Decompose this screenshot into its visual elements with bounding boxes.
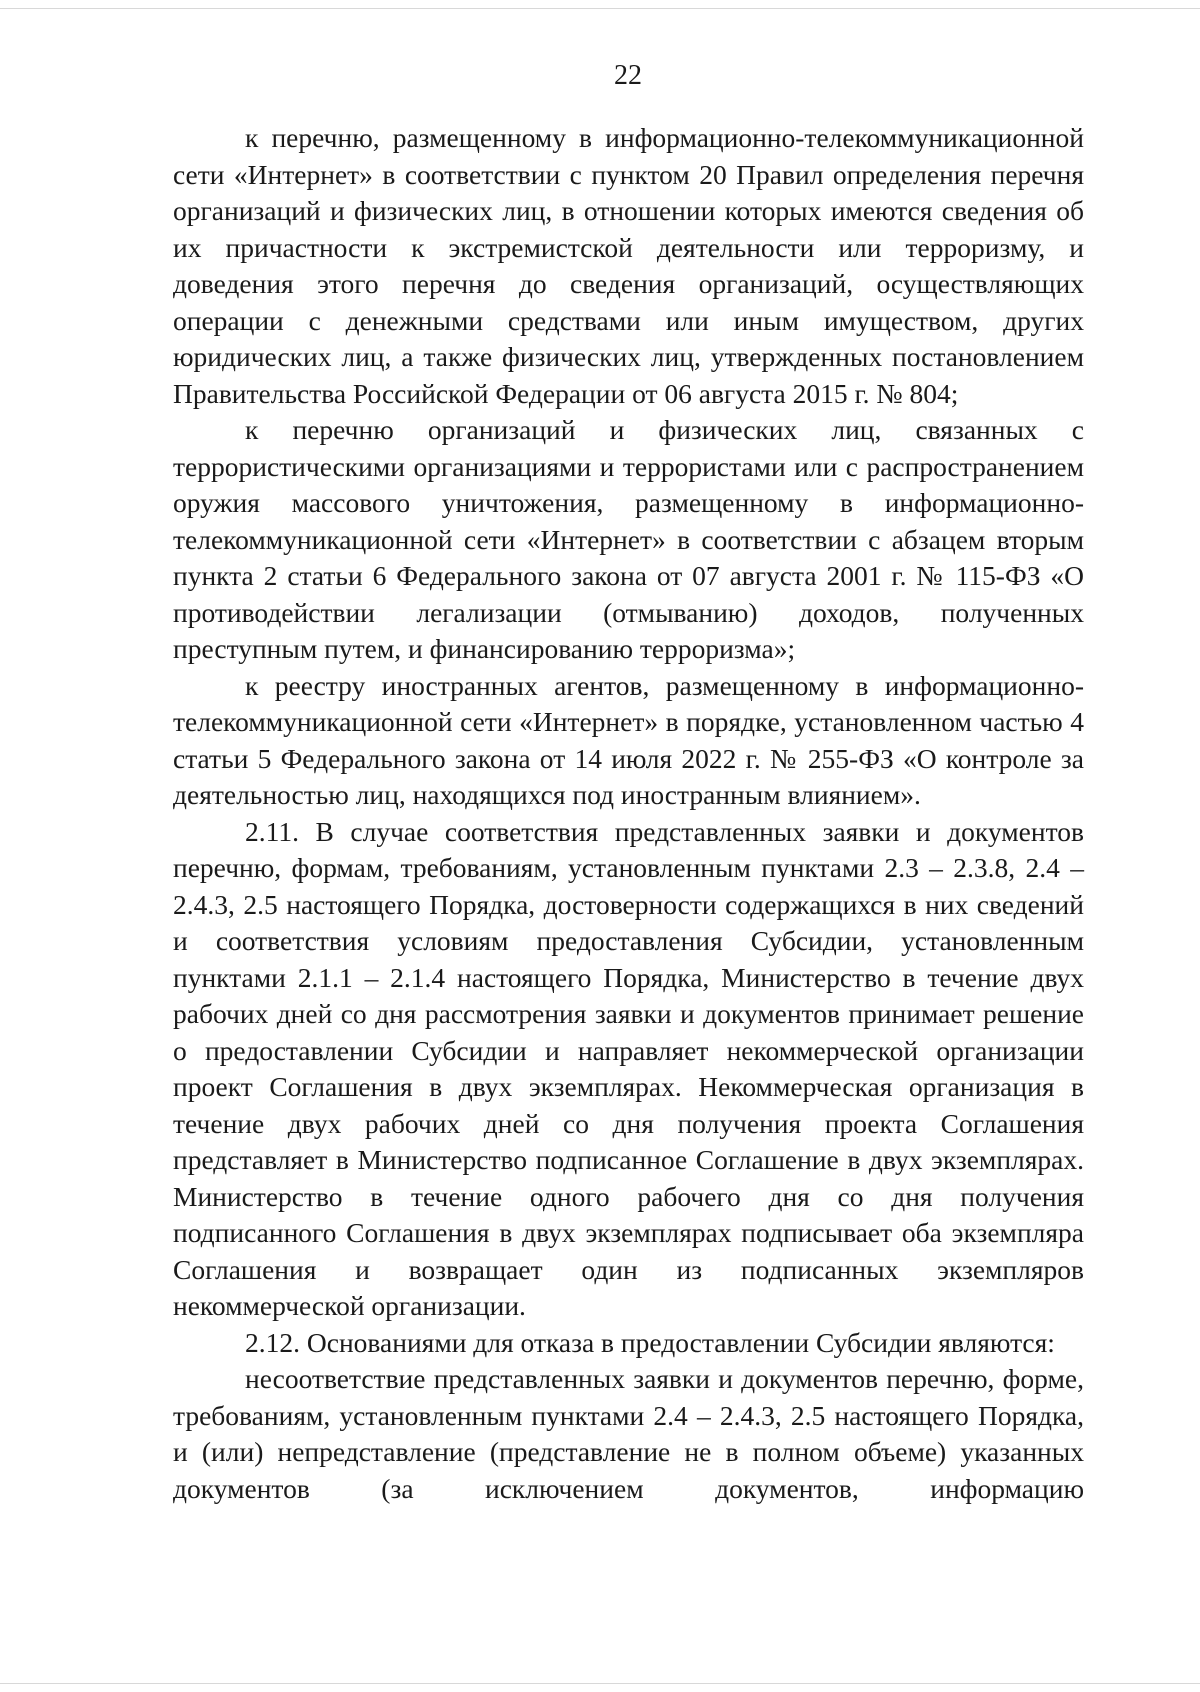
paragraph-clause-2-12: 2.12. Основаниями для отказа в предоставлении Субсидии являются: xyxy=(245,1326,1055,1358)
paragraph-terrorist-list: к перечню организаций и физических лиц, связанных с террористическими организациями и террористами или с распространением оружия массового уничтожения, размещенному в информационно-телекоммуникационной сети «Интернет» в соответствии с абзацем вторым пункта 2 статьи 6 Федерального закона от 07 августа 2001 г. № 115-ФЗ «О противодействии легализации (отмыванию) доходов, полученных преступным путем, и финансированию терроризма»; xyxy=(173,414,1084,664)
paragraph-foreign-extremist-list: к перечню, размещенному в информационно-телекоммуникационной сети «Интернет» в соответствии с пунктом 20 Правил определения перечня организаций и физических лиц, в отношении которых имеются сведения об их причастности к экстремистской деятельности или терроризму, и доведения этого перечня до сведения организаций, осуществляющих операции с денежными средствами или иным имуществом, других юридических лиц, а также физических лиц, утвержденных постановлением Правительства Российской Федерации от 06 августа 2015 г. № 804; xyxy=(173,122,1084,409)
page-number: 22 xyxy=(614,60,642,91)
paragraph-clause-2-11: 2.11. В случае соответствия представленных заявки и документов перечню, формам, требованиям, установленным пунктами 2.3 – 2.3.8, 2.4 – 2.4.3, 2.5 настоящего Порядка, достоверности содержащихся в них сведений и соответствия условиям предоставления Субсидии, установленным пунктами 2.1.1 – 2.1.4 настоящего Порядка, Министерство в течение двух рабочих дней со дня рассмотрения заявки и документов принимает решение о предоставлении Субсидии и направляет некоммерческой организации проект Соглашения в двух экземплярах. Некоммерческая организация в течение двух рабочих дней со дня получения проекта Соглашения представляет в Министерство подписанное Соглашение в двух экземплярах. Министерство в течение одного рабочего дня со дня получения подписанного Соглашения в двух экземплярах подписывает оба экземпляра Соглашения и возвращает один из подписанных экземпляров некоммерческой организации. xyxy=(173,815,1084,1321)
paragraph-refusal-grounds: несоответствие представленных заявки и документов перечню, форме, требованиям, установленным пунктами 2.4 – 2.4.3, 2.5 настоящего Порядка, и (или) непредставление (представление не в полном объеме) указанных документов (за исключением документов, информацию xyxy=(173,1363,1084,1504)
scan-bottom-edge xyxy=(0,1683,1200,1684)
scan-top-edge xyxy=(0,8,1200,9)
paragraph-foreign-agents-registry: к реестру иностранных агентов, размещенному в информационно-телекоммуникационной сети «Интернет» в порядке, установленном частью 4 статьи 5 Федерального закона от 14 июля 2022 г. № 255-ФЗ «О контроле за деятельностью лиц, находящихся под иностранным влиянием». xyxy=(173,669,1084,810)
document-body xyxy=(173,120,1084,1507)
